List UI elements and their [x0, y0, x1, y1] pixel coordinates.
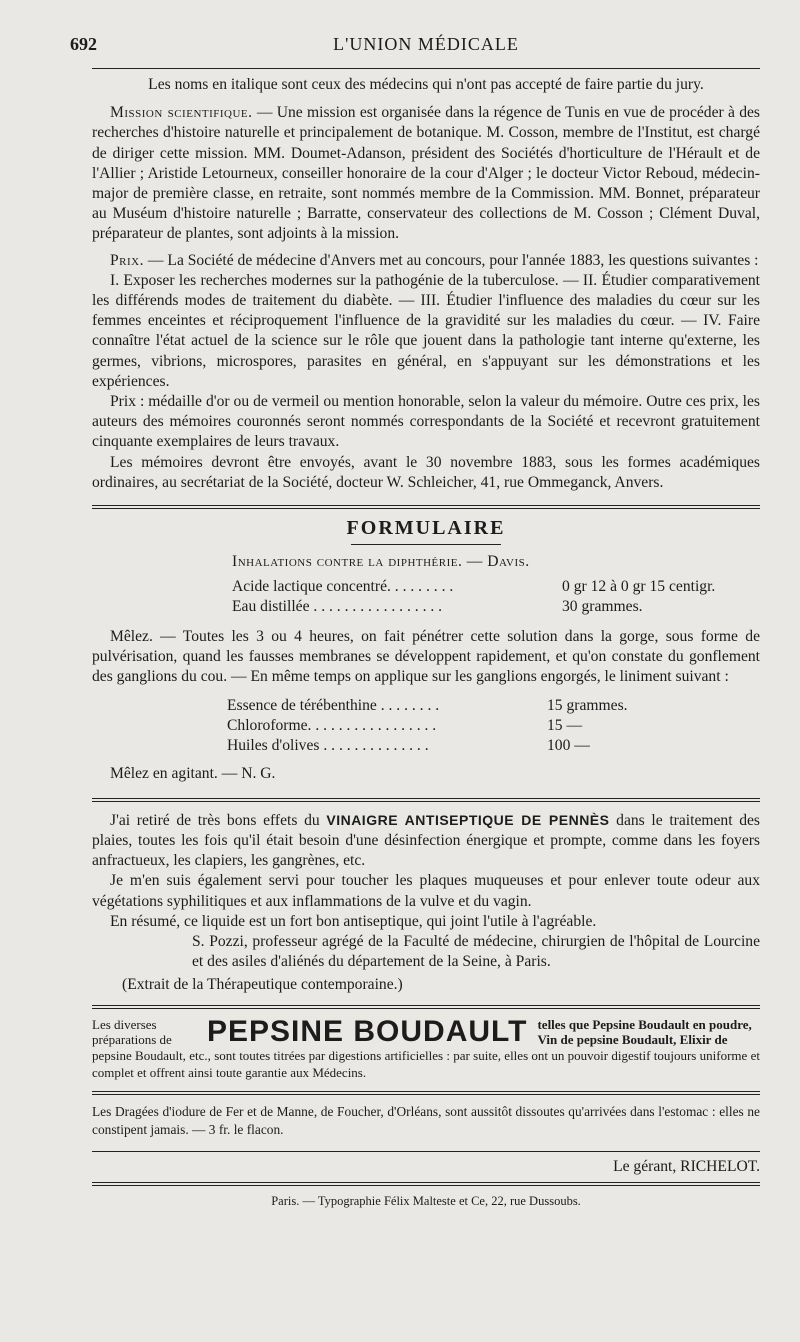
recipe-2-ingredient: Chloroforme. . . . . . . . . . . . . . . . . [227, 716, 437, 734]
gerant-rule [92, 1151, 760, 1152]
formulaire-heading: FORMULAIRE [346, 517, 506, 540]
imprint: Paris. — Typographie Félix Malteste et Ce, 22, rue Dussoubs. [271, 1193, 581, 1208]
recipe-1 [92, 577, 760, 617]
recipe-1-dose: 0 gr 12 à 0 gr 15 centigr. [562, 578, 716, 596]
jury-notice: Les noms en italique sont ceux des médecins qui n'ont pas accepté de faire partie du jury. [148, 76, 704, 93]
formulaire-underline [351, 544, 501, 545]
pepsine-rule [92, 1005, 760, 1009]
formulaire-instructions: Mêlez. — Toutes les 3 ou 4 heures, on fait pénétrer cette solution dans la gorge, sous forme de pulvérisation, quand les fausses membranes se développent rapidement, et qu'on constate du gonflement des ganglions du cou. — En même temps on applique sur les ganglions engorgés, le liniment suivant : [92, 628, 760, 686]
recipe-2 [92, 696, 760, 756]
vinaigre-p3: En résumé, ce liquide est un fort bon antiseptique, qui joint l'utile à l'agréable. [110, 912, 597, 930]
page-header [70, 28, 760, 62]
dragees-rule [92, 1091, 760, 1095]
vinaigre-signature: S. Pozzi, professeur agrégé de la Faculté de médecine, chirurgien de l'hôpital de Lourcine et des asiles d'aliénés du département de la Seine, à Paris. [192, 933, 760, 971]
vinaigre-p2: Je m'en suis également servi pour toucher les plaques muqueuses et pour enlever toute odeur aux végétations syphilitiques et aux inflammations de la vulve et du vagin. [92, 872, 760, 910]
recipe-1-ingredient: Eau distillée . . . . . . . . . . . . . . . . . [232, 598, 443, 616]
prix-intro-text: — La Société de médecine d'Anvers met au concours, pour l'année 1883, les questions suivantes : [147, 251, 759, 269]
dragees-ad: Les Dragées d'iodure de Fer et de Manne, de Foucher, d'Orléans, sont aussitôt dissoutes qu'arrivées dans l'estomac : elles ne constipent jamais. — 3 fr. le flacon. [92, 1103, 760, 1137]
recipe-2-ingredient: Essence de térébenthine . . . . . . . . [227, 696, 440, 714]
recipe-1-line [92, 577, 760, 597]
vinaigre-p1-a: J'ai retiré de très bons effets du [110, 811, 327, 829]
pepsine-ad-top [92, 1017, 760, 1047]
vinaigre-source: (Extrait de la Thérapeutique contemporaine.) [122, 975, 403, 993]
prix-questions: I. Exposer les recherches modernes sur la pathogénie de la tuberculose. — II. Étudier comparativement les différends modes de traitement du diabète. — III. Étudier l'influence des maladies du cœur sur les femmes enceintes et réciproquement l'influence de la gravidité sur les maladies du cœur. — IV. Faire connaître l'état actuel de la science sur le rôle que jouent dans la pathologie tant interne qu'externe, les germes, vibrions, microspores, parasites en général, en s'appuyant sur les démonstrations et les expériences. [92, 271, 760, 390]
pepsine-right-text: telles que Pepsine Boudault en poudre, Vin de pepsine Boudault, Elixir de [537, 1016, 752, 1047]
recipe-1-line [92, 597, 760, 617]
running-title: L'UNION MÉDICALE [333, 34, 519, 54]
formulaire-subheading: Inhalations contre la diphthérie. — Davis. [232, 553, 530, 571]
vinaigre-rule [92, 798, 760, 802]
pepsine-left-text: Les diverses préparations de [92, 1016, 172, 1047]
pepsine-ad [92, 1017, 760, 1081]
header-rule [92, 68, 760, 69]
recipe-1-ingredient: Acide lactique concentré. . . . . . . . . [232, 578, 454, 596]
recipe-2-ingredient: Huiles d'olives . . . . . . . . . . . . . . [227, 736, 429, 754]
recipe-2-line [92, 736, 760, 756]
footer-rule [92, 1182, 760, 1186]
vinaigre-p1-b: dans le traitement des plaies, toutes les fois qu'il était besoin d'une désinfection énergique et prompte, comme dans les foyers anfractueux, les clapiers, les gangrènes, etc. [92, 811, 760, 870]
mission-paragraph [92, 103, 760, 244]
recipe-2-line [92, 696, 760, 716]
recipe-2-line [92, 716, 760, 736]
vinaigre-brand: VINAIGRE ANTISEPTIQUE DE PENNÈS [326, 811, 610, 828]
recipe-1-dose: 30 grammes. [562, 598, 643, 616]
prix-prize: Prix : médaille d'or ou de vermeil ou mention honorable, selon la valeur du mémoire. Outre ces prix, les auteurs des mémoires couronnés seront nommés correspondants de la Société et recevront gratuitement cinquante exemplaires de leurs travaux. [92, 393, 760, 451]
recipe-2-dose: 100 — [547, 736, 590, 754]
vinaigre-p1 [92, 810, 760, 872]
gerant-signature: Le gérant, RICHELOT. [613, 1157, 760, 1175]
mission-title: Mission scientifique. [110, 104, 253, 122]
pepsine-brand: PEPSINE BOUDAULT [207, 1015, 528, 1049]
prix-deadline: Les mémoires devront être envoyés, avant le 30 novembre 1883, sous les formes académiques ordinaires, au secrétariat de la Société, docteur W. Schleicher, 41, rue Ommeganck, Anvers. [92, 453, 760, 491]
recipe-2-dose: 15 — [547, 716, 583, 734]
pepsine-rest: pepsine Boudault, etc., sont toutes titrées par digestions artificielles : par suite, elles ont un pouvoir digestif toujours uniforme et complet et offrent ainsi toute garantie aux Médecins. [92, 1047, 760, 1080]
recipe-2-dose: 15 grammes. [547, 696, 628, 714]
formulaire-rule [92, 505, 760, 509]
prix-intro [92, 251, 760, 271]
page-number: 692 [70, 34, 97, 54]
prix-title: Prix. [110, 251, 145, 269]
formulaire-closing: Mêlez en agitant. — N. G. [110, 764, 276, 782]
mission-text: — Une mission est organisée dans la régence de Tunis en vue de procéder à des recherches d'histoire naturelle et principalement de botanique. M. Cosson, membre de l'Institut, est chargé de diriger cette mission. MM. Doumet-Adanson, président des Sociétés d'horticulture de l'Hérault et de l'Allier ; Aristide Letourneux, conseiller honoraire de la cour d'Alger ; le docteur Victor Reboud, médecin-major de première classe, en retraite, sont nommés membre de la Commission. MM. Bonnet, préparateur au Muséum d'histoire naturelle ; Barratte, conservateur des collections de M. Cosson ; Clément Duval, préparateur de plantes, sont adjoints à la mission. [92, 104, 760, 243]
